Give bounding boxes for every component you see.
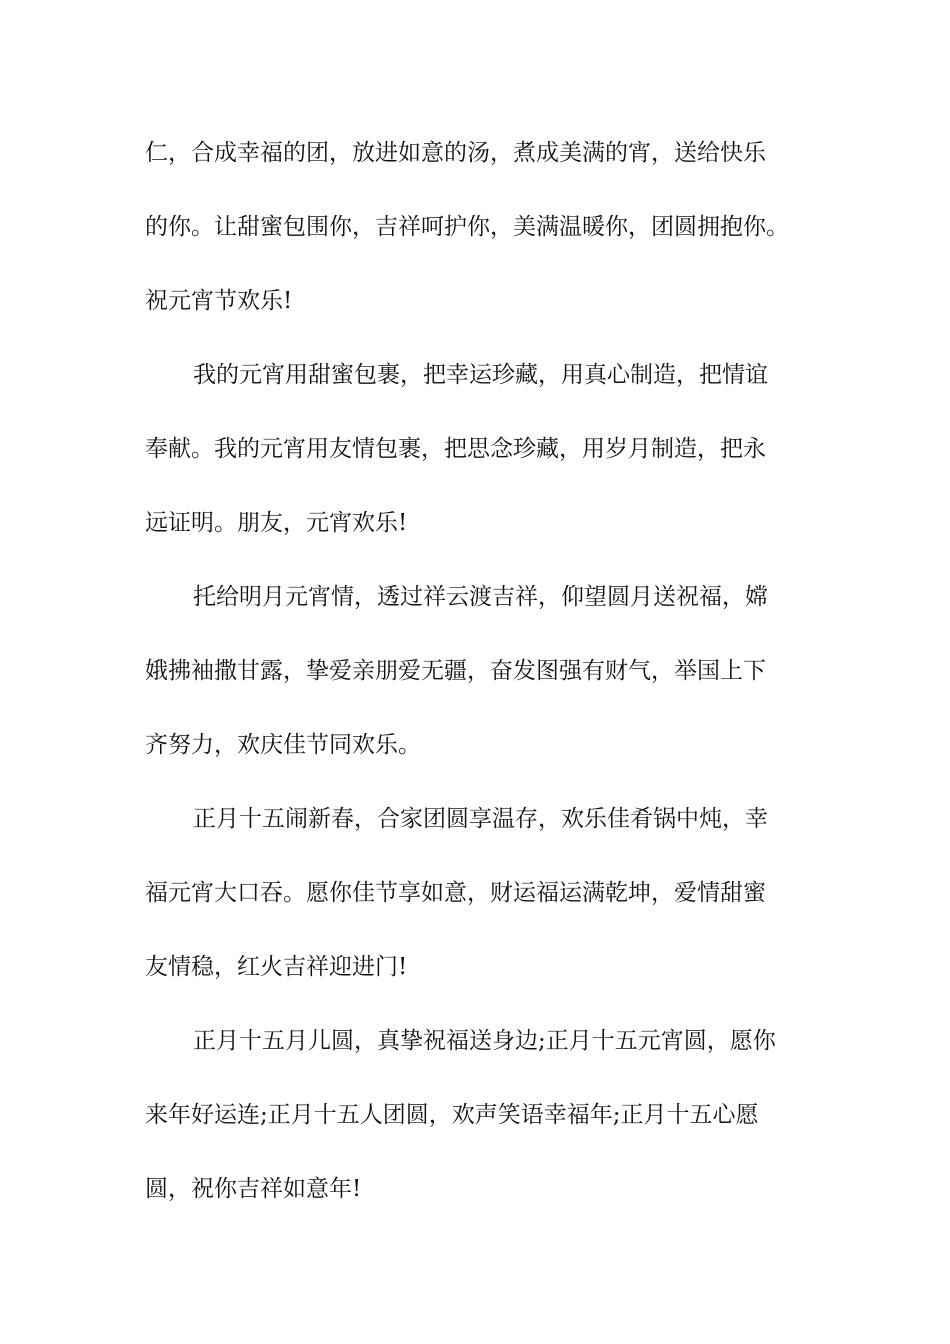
paragraph-4-line-2: 福元宵大口吞。愿你佳节享如意，财运福运满乾坤，爱情甜蜜 bbox=[145, 880, 766, 906]
paragraph-5-line-3: 圆，祝你吉祥如意年! bbox=[145, 1176, 362, 1202]
paragraph-1-line-1: 仁，合成幸福的团，放进如意的汤，煮成美满的宵，送给快乐 bbox=[145, 140, 766, 166]
paragraph-3-line-1: 托给明月元宵情，透过祥云渡吉祥，仰望圆月送祝福，嫦 bbox=[193, 584, 768, 610]
paragraph-4-line-3: 友情稳，红火吉祥迎进门! bbox=[145, 954, 408, 980]
paragraph-1-line-2: 的你。让甜蜜包围你，吉祥呵护你，美满温暖你，团圆拥抱你。 bbox=[145, 214, 789, 240]
paragraph-1-line-3: 祝元宵节欢乐! bbox=[145, 288, 293, 314]
paragraph-5-line-1: 正月十五月儿圆，真挚祝福送身边;正月十五元宵圆，愿你 bbox=[193, 1028, 776, 1054]
paragraph-4-line-1: 正月十五闹新春，合家团圆享温存，欢乐佳肴锅中炖，幸 bbox=[193, 806, 768, 832]
document-body bbox=[145, 116, 810, 1226]
paragraph-2-line-3: 远证明。朋友，元宵欢乐! bbox=[145, 510, 408, 536]
paragraph-2-line-2: 奉献。我的元宵用友情包裹，把思念珍藏，用岁月制造，把永 bbox=[145, 436, 766, 462]
paragraph-3-line-3: 齐努力，欢庆佳节同欢乐。 bbox=[145, 732, 421, 758]
paragraph-2-line-1: 我的元宵用甜蜜包裹，把幸运珍藏，用真心制造，把情谊 bbox=[193, 362, 768, 388]
paragraph-3-line-2: 娥拂袖撒甘露，挚爱亲朋爱无疆，奋发图强有财气，举国上下 bbox=[145, 658, 766, 684]
paragraph-5-line-2: 来年好运连;正月十五人团圆，欢声笑语幸福年;正月十五心愿 bbox=[145, 1102, 759, 1128]
